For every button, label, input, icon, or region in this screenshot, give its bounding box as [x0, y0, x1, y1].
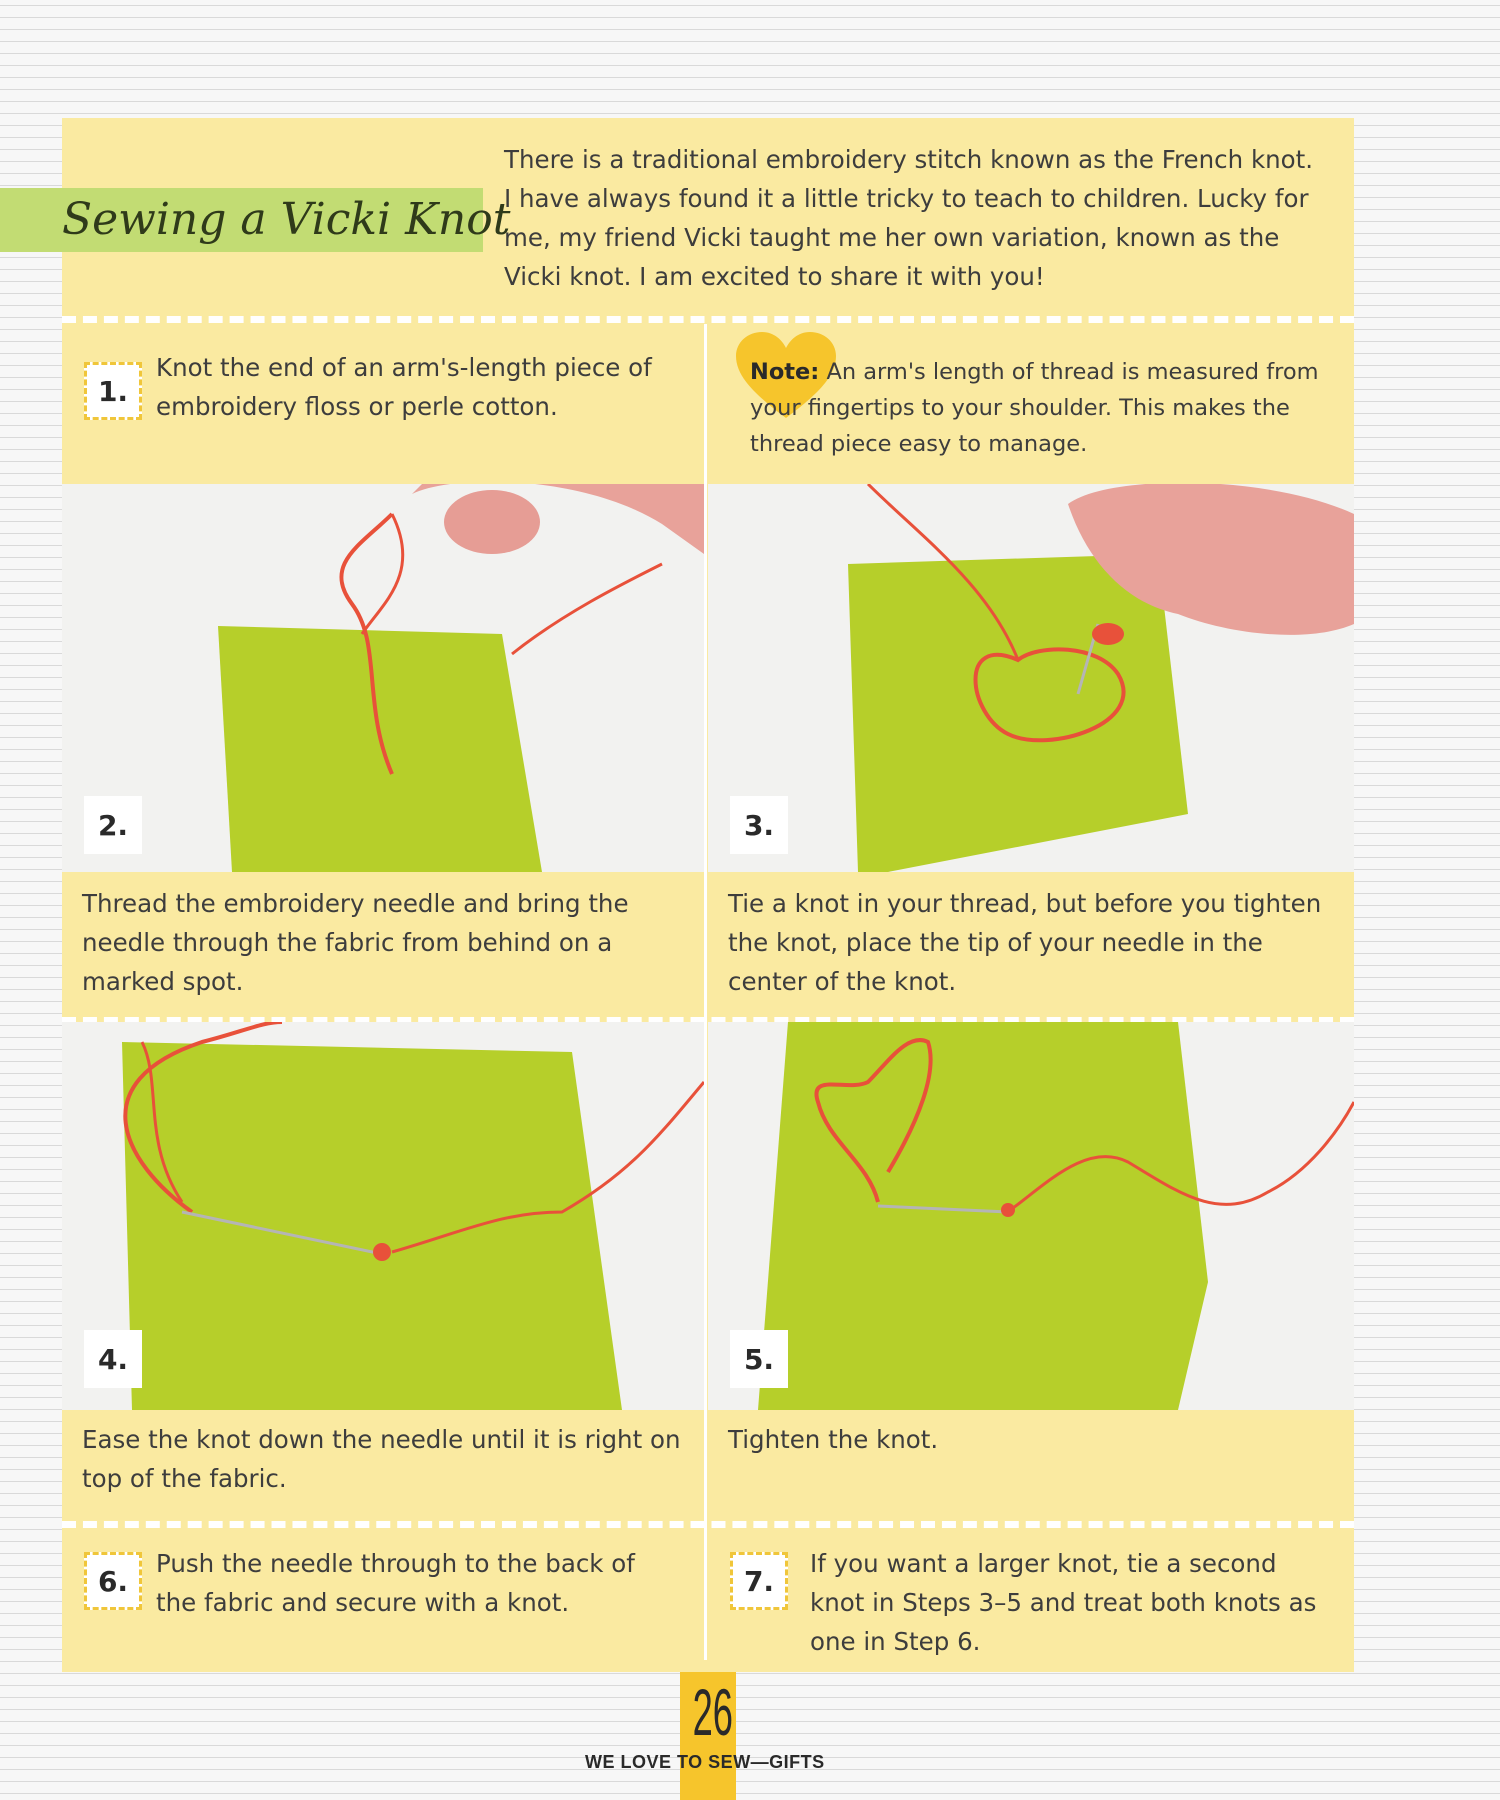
step-number-badge: 3.: [730, 796, 788, 854]
step-number-badge: 4.: [84, 1330, 142, 1388]
step-number-badge: 7.: [730, 1552, 788, 1610]
note-text: An arm's length of thread is measured from your fingertips to your shoulder. This makes the thread piece easy to manage.: [750, 359, 1319, 457]
step-number-badge: 5.: [730, 1330, 788, 1388]
step-4-text: Ease the knot down the needle until it is right on top of the fabric.: [82, 1425, 681, 1493]
column-divider: [704, 324, 707, 1660]
step-5-text: Tighten the knot.: [728, 1425, 939, 1454]
intro-paragraph: There is a traditional embroidery stitch known as the French knot. I have always found it a little tricky to teach to children. Lucky for me, my friend Vicki taught me her own variation, known as the Vicki knot. I am excited to share it with you!: [504, 145, 1314, 291]
step-number-badge: 6.: [84, 1552, 142, 1610]
divider: [62, 1521, 1354, 1528]
step-number-badge: 1.: [84, 362, 142, 420]
note: [750, 354, 1340, 462]
step-6-text: Push the needle through to the back of the fabric and secure with a knot.: [156, 1549, 635, 1617]
running-footer: WE LOVE TO SEW—GIFTS: [585, 1752, 825, 1772]
step-4-photo: [62, 1022, 704, 1410]
page-number: 26: [692, 1675, 733, 1749]
page-title: Sewing a Vicki Knot: [62, 194, 511, 245]
note-label: Note:: [750, 359, 820, 385]
step-5-photo: [708, 1022, 1354, 1410]
step-3-photo: [708, 484, 1354, 872]
step-7-text: If you want a larger knot, tie a second knot in Steps 3–5 and treat both knots as one in Step 6.: [810, 1549, 1317, 1656]
step-number-badge: 2.: [84, 796, 142, 854]
step-1-text: Knot the end of an arm's-length piece of embroidery floss or perle cotton.: [156, 353, 652, 421]
step-3-text: Tie a knot in your thread, but before you tighten the knot, place the tip of your needle in the center of the knot.: [728, 889, 1322, 996]
step-2-text: Thread the embroidery needle and bring the needle through the fabric from behind on a marked spot.: [82, 889, 629, 996]
step-2-photo: [62, 484, 704, 872]
divider: [62, 316, 1354, 323]
